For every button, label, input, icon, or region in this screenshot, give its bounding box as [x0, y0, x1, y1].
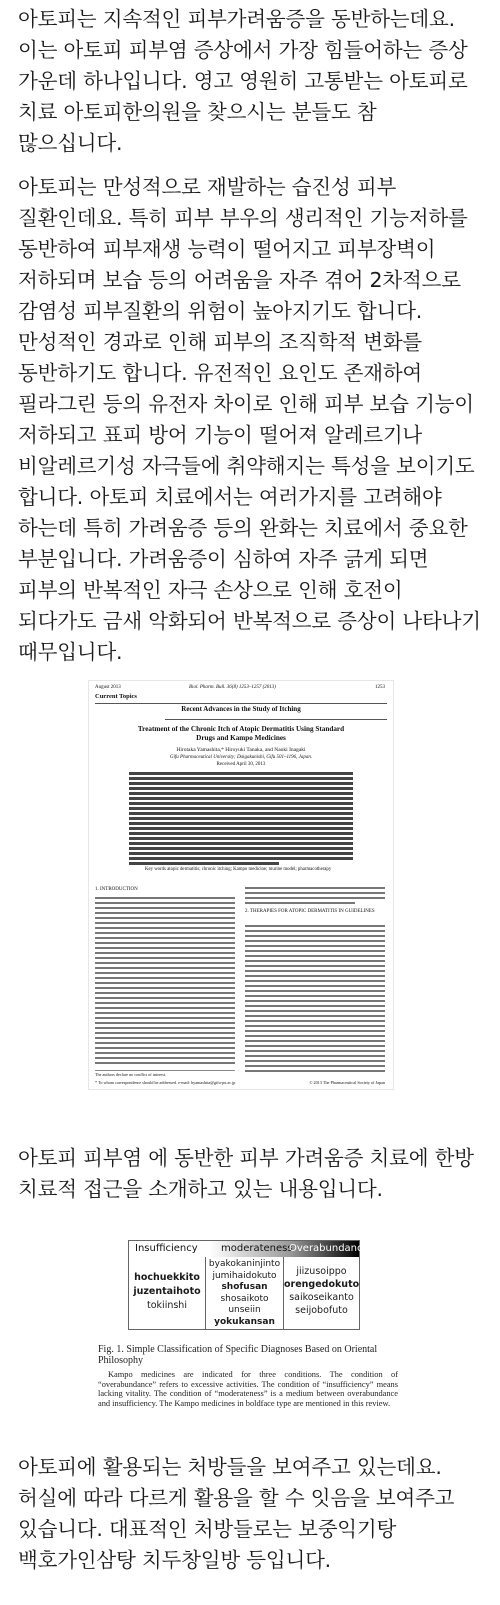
figure-drug: hochuekkito	[134, 1272, 200, 1283]
paper-page-number: 1253	[375, 685, 385, 690]
paper-journal: Biol. Pharm. Bull. 36(8) 1253–1257 (2013)	[189, 685, 276, 690]
body-paragraph: 아토피는 만성적으로 재발하는 습진성 피부 질환인데요. 특히 피부 부우의 생리적인 기능저하를 동반하여 피부재생 능력이 떨어지고 피부장벽이 저하되며 보습 등의 어려움을 자주 겪어 2차적으로 감염성 피부질환의 위험이 높아지기도 합니다. 만성적인 경과로 인해 피부의 조직학적 변화를 동반하기도 합니다. 유전적인 요인도 존재하여 필라그린 등의 유전자 차이로 인해 피부 보습 기능이 저하되고 표피 방어 기능이 떨어져 알레르기나 비알레르기성 자극들에 취약해지는 특성을 보이기도 합니다. 아토피 치료에서는 여러가지를 고려해야 하는데 특히 가려움증 등의 완화는 치료에서 중요한 부분입니다. 가려움증이 심하여 자주 긁게 되면 피부의 반복적인 자극 손상으로 인해 호전이 되다가도 금새 악화되어 반복적으로 증상이 나타나기 때무입니다.	[18, 175, 481, 664]
paper-copyright: © 2013 The Pharmaceutical Society of Japan	[309, 1080, 385, 1085]
figure-drug: byakokaninjinto	[208, 1259, 281, 1269]
paper-affiliation: Gifu Pharmaceutical University; Daigakunishi, Gifu 501–1196, Japan.	[169, 755, 313, 760]
figure-header-overabundance: Overabundance	[289, 1243, 369, 1254]
prescriptions-paragraph: 아토피에 활용되는 처방들을 보여주고 있는데요. 허실에 따라 다르게 활용을 할 수 잇음을 보여주고 있습니다. 대표적인 처방들로는 보중익기탕 백호가인삼탕 치두창일방 등입니다.	[18, 1455, 455, 1572]
paper-description-paragraph: 아토피 피부염 에 동반한 피부 가려움증 치료에 한방 치료적 접근을 소개하고 있는 내용입니다.	[18, 1146, 474, 1201]
paper-title: Treatment of the Chronic Itch of Atopic Dermatitis Using Standard Drugs and Kampo Medicines	[137, 725, 345, 742]
paper-authors: Hirotaka Yamashita,* Hiroyuki Tanaka, and Naoki Inagaki	[176, 747, 306, 753]
figure-drug: yokukansan	[214, 1316, 275, 1327]
paper-intro-heading: 1. INTRODUCTION	[95, 887, 138, 892]
figure-drug: orengedokuto	[284, 1279, 360, 1290]
figure-drug: unseiin	[228, 1305, 261, 1316]
figure-insufficiency-list	[129, 1271, 205, 1313]
figure-drug: shofusan	[221, 1282, 268, 1293]
figure-drug: juzentaihoto	[133, 1286, 201, 1297]
figure-overabundance-list	[284, 1265, 359, 1317]
paper-first-page-image	[88, 680, 394, 1090]
figure-caption-body: Kampo medicines are indicated for three conditions. The condition of “overabundance” refers to excessive activities. The condition of “insufficiency” means lacking vitality. The condition of “moderateness” is a medium between overabundance and insufficiency. The Kampo medicines in boldface type are mentioned in this review.	[98, 1370, 398, 1408]
paper-series-title: Recent Advances in the Study of Itching	[181, 705, 301, 713]
paper-guidelines-heading: 2. THERAPIES FOR ATOPIC DERMATITIS IN GUIDELINES	[245, 909, 375, 914]
figure-drug: tokiinshi	[147, 1300, 187, 1311]
paper-received: Received April 30, 2013	[216, 762, 266, 767]
figure-moderateness-list	[206, 1259, 283, 1329]
figure-header-moderateness: moderateness	[221, 1243, 293, 1254]
figure-drug: jiizusoippo	[296, 1266, 347, 1277]
kampo-classification-figure	[128, 1240, 369, 1330]
paper-date: August 2013	[95, 685, 121, 690]
paper-divider-2	[165, 719, 387, 720]
figure-drug: seijobofuto	[295, 1305, 348, 1316]
paper-section: Current Topics	[95, 693, 137, 700]
figure-drug: shosaikoto	[220, 1293, 269, 1304]
paper-conflict-note: The authors declare no conflict of interest.	[95, 1072, 167, 1077]
figure-drug: jumihaidokuto	[212, 1270, 277, 1281]
paper-keywords: Key words atopic dermatitis; chronic itching; Kampo medicine; murine model; pharmacotherapy	[145, 867, 332, 872]
paper-footnote-rule	[95, 1070, 235, 1071]
paper-correspondence: * To whom correspondence should be addressed. e-mail: hyamashita@gifu-pu.ac.jp	[95, 1080, 236, 1085]
intro-paragraph: 아토피는 지속적인 피부가려움증을 동반하는데요. 이는 아토피 피부염 증상에서 가장 힘들어하는 증상 가운데 하나입니다. 영고 영원히 고통받는 아토피로 치료 아토피한의원을 찾으시는 분들도 참 많으십니다.	[18, 7, 468, 155]
paper-divider	[95, 703, 387, 704]
figure-drug: saikoseikanto	[289, 1292, 354, 1303]
figure-header-insufficiency: Insufficiency	[135, 1243, 198, 1254]
figure-caption-title: Fig. 1. Simple Classification of Specific Diagnoses Based on Oriental Philosophy	[98, 1344, 378, 1366]
